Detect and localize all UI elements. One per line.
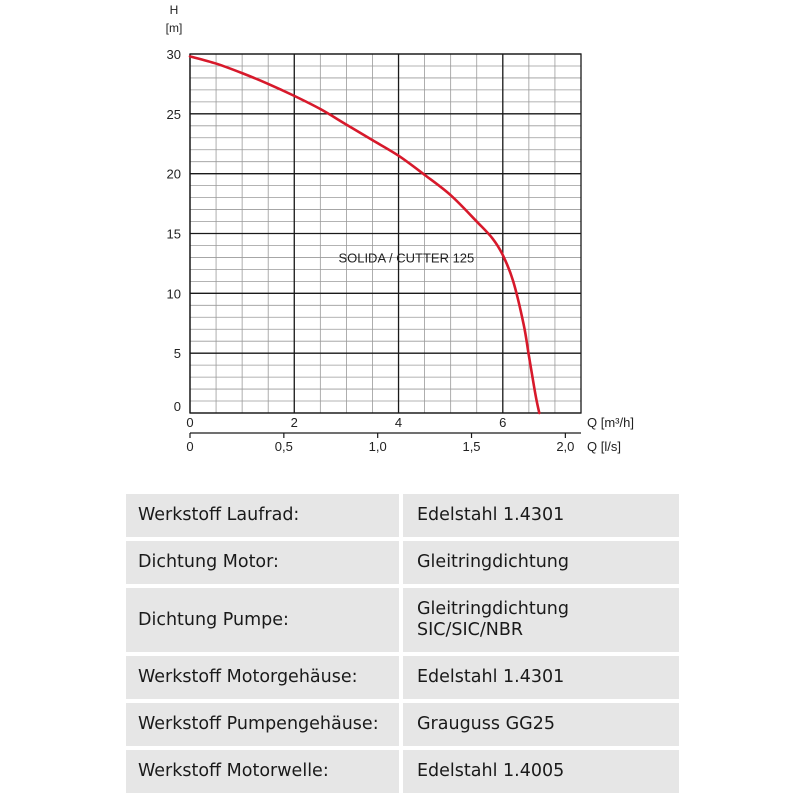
y-tick-label: 30 <box>166 47 181 62</box>
spec-value-line: Gleitringdichtung <box>417 599 570 619</box>
x-tick-label: 0 <box>186 415 194 430</box>
x2-tick-label: 1,0 <box>368 439 387 454</box>
y-tick-label: 20 <box>166 166 181 182</box>
spec-label: Dichtung Motor: <box>126 541 403 584</box>
spec-label: Werkstoff Pumpengehäuse: <box>126 703 403 746</box>
x-axis-label: Q [m³/h] <box>587 415 634 430</box>
x2-tick-label: 0 <box>186 439 194 454</box>
spec-value-line: Grauguss GG25 <box>417 714 555 734</box>
x-tick-label: 2 <box>290 415 298 430</box>
table-row <box>126 588 679 652</box>
spec-table <box>126 490 679 797</box>
x-tick-label: 4 <box>394 415 403 430</box>
spec-value-line: Edelstahl 1.4301 <box>417 667 565 687</box>
spec-value <box>403 541 679 584</box>
spec-value-line: Edelstahl 1.4301 <box>417 505 565 525</box>
table-row <box>126 750 679 793</box>
spec-value <box>403 656 679 699</box>
y-tick-label: 15 <box>166 226 181 242</box>
spec-label: Dichtung Pumpe: <box>126 588 403 652</box>
table-row <box>126 656 679 699</box>
y-tick-label: 10 <box>166 286 181 302</box>
x2-tick-label: 1,5 <box>462 439 481 454</box>
spec-value-line: SIC/SIC/NBR <box>417 620 524 640</box>
x-tick-label: 6 <box>499 415 507 430</box>
curve-annotation: SOLIDA / CUTTER 125 <box>338 250 475 266</box>
table-row <box>126 703 679 746</box>
y-tick-label: 5 <box>173 346 181 362</box>
y-tick-label: 25 <box>166 106 181 122</box>
x2-tick-label: 0,5 <box>274 439 293 454</box>
x2-tick-label: 2,0 <box>556 439 575 454</box>
spec-value <box>403 588 679 652</box>
spec-value-line: Gleitringdichtung <box>417 552 570 572</box>
spec-label: Werkstoff Motorwelle: <box>126 750 403 793</box>
spec-value <box>403 750 679 793</box>
table-row <box>126 494 679 537</box>
y-axis-unit: [m] <box>165 21 183 35</box>
x2-axis-label: Q [l/s] <box>587 439 621 454</box>
spec-value <box>403 703 679 746</box>
spec-label: Werkstoff Motorgehäuse: <box>126 656 403 699</box>
table-row <box>126 541 679 584</box>
spec-label: Werkstoff Laufrad: <box>126 494 403 537</box>
y-tick-label: 0 <box>173 399 181 414</box>
y-axis-label: H <box>169 3 179 17</box>
spec-value <box>403 494 679 537</box>
spec-value-line: Edelstahl 1.4005 <box>417 761 565 781</box>
